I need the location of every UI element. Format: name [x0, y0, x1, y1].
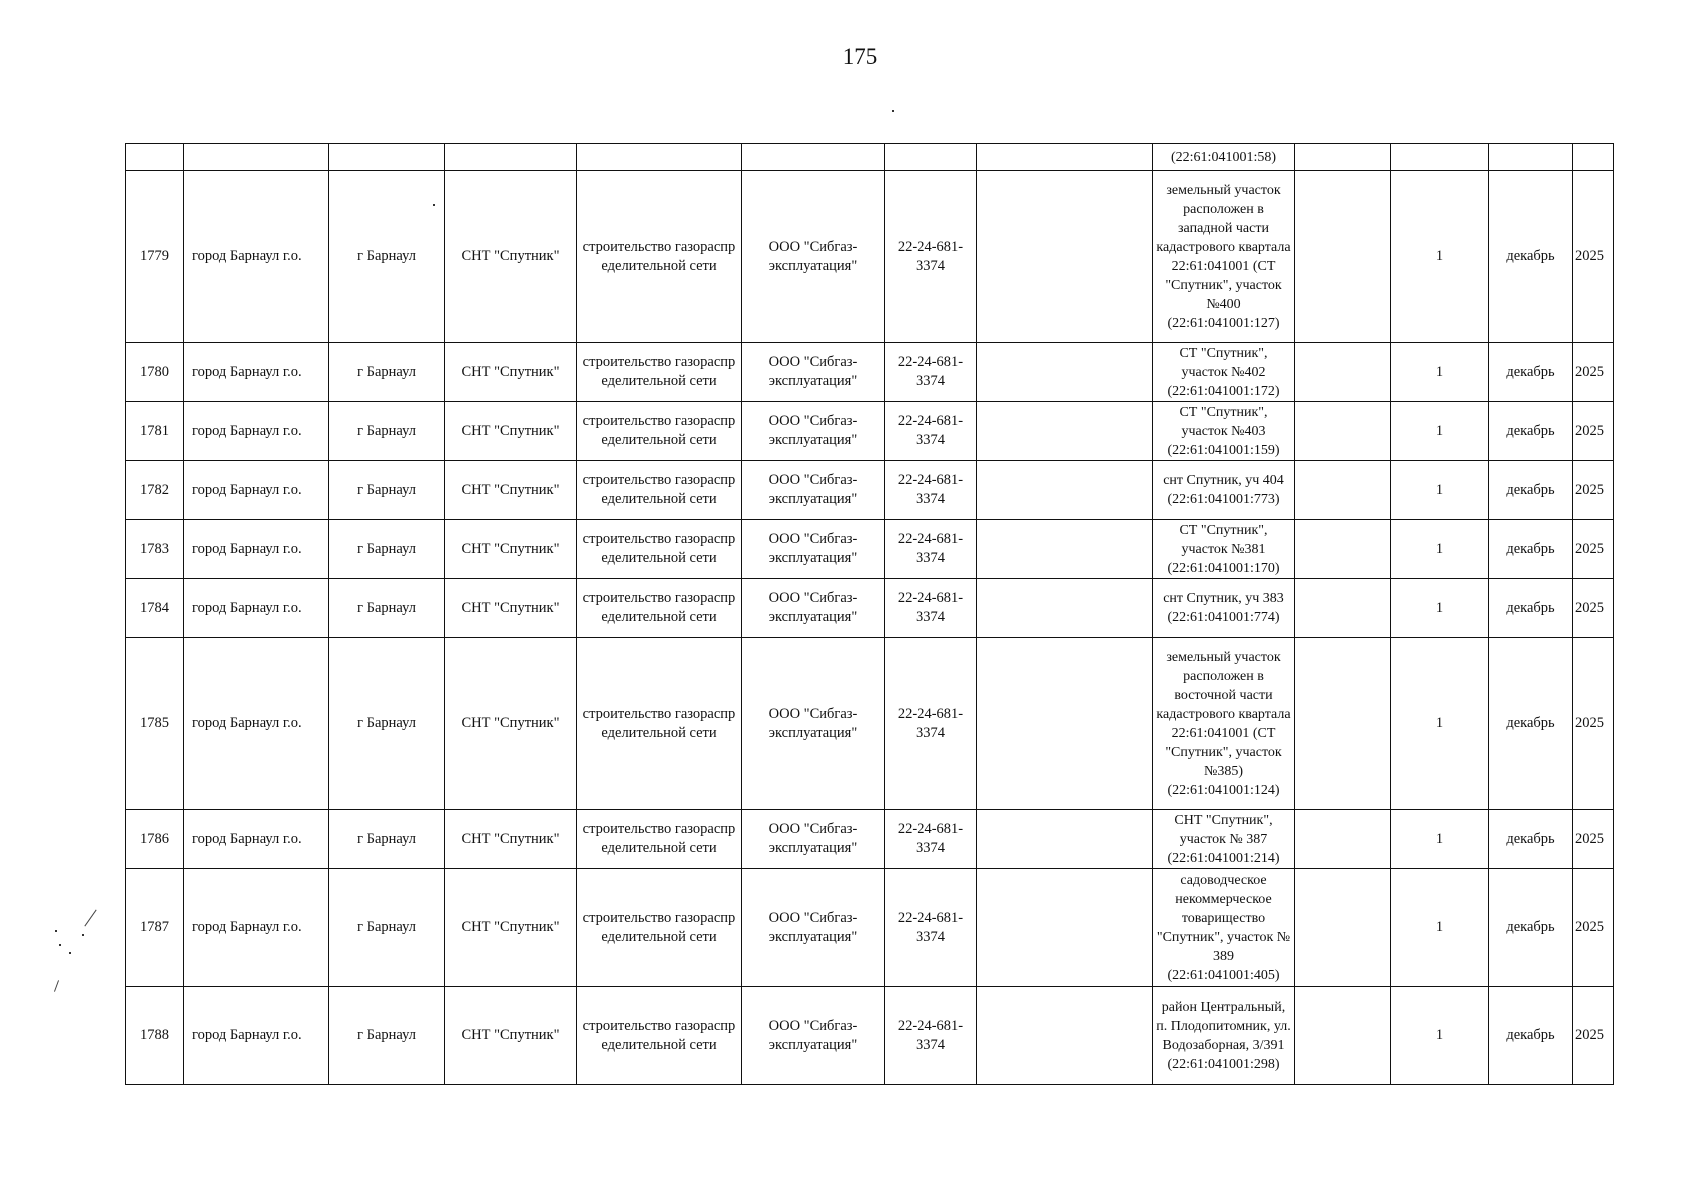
- scan-mark: [84, 910, 96, 927]
- cell-qty: 1: [1391, 810, 1489, 869]
- cell-object: СНТ "Спутник": [445, 520, 577, 579]
- cell-inn: 22-24-681-3374: [885, 461, 977, 520]
- cell-org: ООО "Сибгаз-эксплуатация": [742, 520, 885, 579]
- cell-settlement: г Барнаул: [329, 869, 445, 987]
- cell-qty: [1391, 144, 1489, 171]
- cell-qty: 1: [1391, 461, 1489, 520]
- scan-speck: [82, 934, 84, 936]
- cell-month: декабрь: [1489, 579, 1573, 638]
- cell-blank: [1295, 144, 1391, 171]
- cell-blank: [977, 987, 1153, 1085]
- cell-num: [126, 144, 184, 171]
- cell-address: садоводческое некоммерческое товарищество "Спутник", участок № 389 (22:61:041001:405): [1153, 869, 1295, 987]
- cell-qty: 1: [1391, 520, 1489, 579]
- cell-year: 2025: [1573, 810, 1614, 869]
- cell-work: строительство газораспределительной сети: [577, 343, 742, 402]
- cell-org: ООО "Сибгаз-эксплуатация": [742, 638, 885, 810]
- cell-municipality: город Барнаул г.о.: [184, 171, 329, 343]
- cell-qty: 1: [1391, 343, 1489, 402]
- cell-object: СНТ "Спутник": [445, 402, 577, 461]
- cell-settlement: г Барнаул: [329, 402, 445, 461]
- cell-work: строительство газораспределительной сети: [577, 869, 742, 987]
- cell-org: ООО "Сибгаз-эксплуатация": [742, 461, 885, 520]
- cell-month: декабрь: [1489, 987, 1573, 1085]
- cell-settlement: г Барнаул: [329, 638, 445, 810]
- cell-inn: 22-24-681-3374: [885, 987, 977, 1085]
- cell-inn: 22-24-681-3374: [885, 520, 977, 579]
- cell-settlement: г Барнаул: [329, 987, 445, 1085]
- cell-municipality: город Барнаул г.о.: [184, 579, 329, 638]
- cell-num: 1785: [126, 638, 184, 810]
- cell-qty: 1: [1391, 869, 1489, 987]
- cell-org: ООО "Сибгаз-эксплуатация": [742, 171, 885, 343]
- cell-year: 2025: [1573, 579, 1614, 638]
- table-row: [126, 171, 1614, 343]
- cell-address: СТ "Спутник", участок №402 (22:61:041001:172): [1153, 343, 1295, 402]
- cell-month: декабрь: [1489, 402, 1573, 461]
- cell-object: СНТ "Спутник": [445, 638, 577, 810]
- scan-speck: [69, 952, 71, 954]
- cell-num: 1784: [126, 579, 184, 638]
- scan-speck: [59, 944, 61, 946]
- cell-settlement: г Барнаул: [329, 343, 445, 402]
- cell-num: 1779: [126, 171, 184, 343]
- cell-work: строительство газораспределительной сети: [577, 520, 742, 579]
- cell-month: [1489, 144, 1573, 171]
- cell-settlement: г Барнаул: [329, 810, 445, 869]
- cell-settlement: г Барнаул: [329, 171, 445, 343]
- cell-num: 1782: [126, 461, 184, 520]
- scan-speck: [892, 110, 894, 112]
- scan-speck: [55, 930, 57, 932]
- cell-municipality: город Барнаул г.о.: [184, 810, 329, 869]
- cell-month: декабрь: [1489, 638, 1573, 810]
- cell-work: строительство газораспределительной сети: [577, 461, 742, 520]
- cell-month: декабрь: [1489, 171, 1573, 343]
- cell-inn: 22-24-681-3374: [885, 343, 977, 402]
- cell-object: СНТ "Спутник": [445, 579, 577, 638]
- cell-org: ООО "Сибгаз-эксплуатация": [742, 869, 885, 987]
- cell-inn: [885, 144, 977, 171]
- cell-municipality: город Барнаул г.о.: [184, 638, 329, 810]
- page-number: 175: [842, 44, 878, 69]
- continuation-row: [126, 144, 1614, 171]
- cell-blank: [1295, 402, 1391, 461]
- cell-blank: [977, 144, 1153, 171]
- cell-num: 1780: [126, 343, 184, 402]
- cell-blank: [977, 402, 1153, 461]
- cell-num: 1781: [126, 402, 184, 461]
- cell-blank: [977, 520, 1153, 579]
- cell-municipality: город Барнаул г.о.: [184, 402, 329, 461]
- cell-object: СНТ "Спутник": [445, 343, 577, 402]
- table-row: [126, 579, 1614, 638]
- cell-year: 2025: [1573, 461, 1614, 520]
- cell-work: строительство газораспределительной сети: [577, 638, 742, 810]
- cell-work: строительство газораспределительной сети: [577, 810, 742, 869]
- cell-work: строительство газораспределительной сети: [577, 402, 742, 461]
- cell-municipality: город Барнаул г.о.: [184, 520, 329, 579]
- cell-inn: 22-24-681-3374: [885, 579, 977, 638]
- cell-year: 2025: [1573, 638, 1614, 810]
- table-row: [126, 520, 1614, 579]
- cell-qty: 1: [1391, 987, 1489, 1085]
- cell-object: СНТ "Спутник": [445, 171, 577, 343]
- cell-blank: [977, 869, 1153, 987]
- cell-year: 2025: [1573, 402, 1614, 461]
- cell-qty: 1: [1391, 171, 1489, 343]
- cell-address: земельный участок расположен в восточной части кадастрового квартала 22:61:041001 (СТ "Спутник", участок №385) (22:61:041001:124): [1153, 638, 1295, 810]
- cell-address: СНТ "Спутник", участок № 387 (22:61:041001:214): [1153, 810, 1295, 869]
- scan-mark: [54, 980, 59, 992]
- cell-year: 2025: [1573, 869, 1614, 987]
- cell-address: СТ "Спутник", участок №403 (22:61:041001:159): [1153, 402, 1295, 461]
- cell-municipality: город Барнаул г.о.: [184, 987, 329, 1085]
- cell-blank: [1295, 987, 1391, 1085]
- cell-blank: [977, 343, 1153, 402]
- cell-qty: 1: [1391, 579, 1489, 638]
- cell-blank: [1295, 343, 1391, 402]
- cell-blank: [1295, 579, 1391, 638]
- cell-address: земельный участок расположен в западной части кадастрового квартала 22:61:041001 (СТ "Спутник", участок №400 (22:61:041001:127): [1153, 171, 1295, 343]
- cell-settlement: г Барнаул: [329, 520, 445, 579]
- cell-org: [742, 144, 885, 171]
- table-row: [126, 869, 1614, 987]
- table-row: [126, 638, 1614, 810]
- cell-address: снт Спутник, уч 383 (22:61:041001:774): [1153, 579, 1295, 638]
- cell-municipality: город Барнаул г.о.: [184, 343, 329, 402]
- cell-org: ООО "Сибгаз-эксплуатация": [742, 810, 885, 869]
- cell-month: декабрь: [1489, 810, 1573, 869]
- cell-year: 2025: [1573, 343, 1614, 402]
- table-row: [126, 343, 1614, 402]
- cell-object: СНТ "Спутник": [445, 987, 577, 1085]
- table-row: [126, 810, 1614, 869]
- cell-object: СНТ "Спутник": [445, 869, 577, 987]
- cell-blank: [977, 810, 1153, 869]
- cell-year: 2025: [1573, 987, 1614, 1085]
- cell-inn: 22-24-681-3374: [885, 402, 977, 461]
- cell-municipality: город Барнаул г.о.: [184, 461, 329, 520]
- cell-blank: [977, 638, 1153, 810]
- table-row: [126, 987, 1614, 1085]
- cell-settlement: г Барнаул: [329, 461, 445, 520]
- cell-num: 1786: [126, 810, 184, 869]
- cell-inn: 22-24-681-3374: [885, 869, 977, 987]
- cell-work: строительство газораспределительной сети: [577, 987, 742, 1085]
- cell-settlement: [329, 144, 445, 171]
- cell-blank: [1295, 461, 1391, 520]
- cell-address: (22:61:041001:58): [1153, 144, 1295, 171]
- cell-municipality: город Барнаул г.о.: [184, 869, 329, 987]
- cell-year: 2025: [1573, 520, 1614, 579]
- cell-month: декабрь: [1489, 520, 1573, 579]
- cell-work: [577, 144, 742, 171]
- cell-num: 1783: [126, 520, 184, 579]
- cell-blank: [1295, 171, 1391, 343]
- cell-month: декабрь: [1489, 869, 1573, 987]
- cell-blank: [1295, 520, 1391, 579]
- cell-blank: [1295, 638, 1391, 810]
- cell-inn: 22-24-681-3374: [885, 171, 977, 343]
- cell-blank: [1295, 810, 1391, 869]
- cell-blank: [1295, 869, 1391, 987]
- cell-org: ООО "Сибгаз-эксплуатация": [742, 343, 885, 402]
- cell-work: строительство газораспределительной сети: [577, 171, 742, 343]
- cell-blank: [977, 461, 1153, 520]
- cell-month: декабрь: [1489, 343, 1573, 402]
- cell-work: строительство газораспределительной сети: [577, 579, 742, 638]
- cell-object: СНТ "Спутник": [445, 810, 577, 869]
- cell-address: район Центральный, п. Плодопитомник, ул. Водозаборная, 3/391 (22:61:041001:298): [1153, 987, 1295, 1085]
- cell-year: [1573, 144, 1614, 171]
- cell-object: [445, 144, 577, 171]
- cell-org: ООО "Сибгаз-эксплуатация": [742, 402, 885, 461]
- table-row: [126, 461, 1614, 520]
- register-table: [125, 143, 1614, 1085]
- cell-org: ООО "Сибгаз-эксплуатация": [742, 987, 885, 1085]
- cell-blank: [977, 171, 1153, 343]
- cell-address: снт Спутник, уч 404 (22:61:041001:773): [1153, 461, 1295, 520]
- cell-address: СТ "Спутник", участок №381 (22:61:041001:170): [1153, 520, 1295, 579]
- cell-blank: [977, 579, 1153, 638]
- cell-qty: 1: [1391, 638, 1489, 810]
- cell-municipality: [184, 144, 329, 171]
- cell-num: 1787: [126, 869, 184, 987]
- cell-settlement: г Барнаул: [329, 579, 445, 638]
- table-row: [126, 402, 1614, 461]
- cell-qty: 1: [1391, 402, 1489, 461]
- cell-object: СНТ "Спутник": [445, 461, 577, 520]
- cell-num: 1788: [126, 987, 184, 1085]
- cell-month: декабрь: [1489, 461, 1573, 520]
- cell-inn: 22-24-681-3374: [885, 638, 977, 810]
- cell-year: 2025: [1573, 171, 1614, 343]
- cell-org: ООО "Сибгаз-эксплуатация": [742, 579, 885, 638]
- cell-inn: 22-24-681-3374: [885, 810, 977, 869]
